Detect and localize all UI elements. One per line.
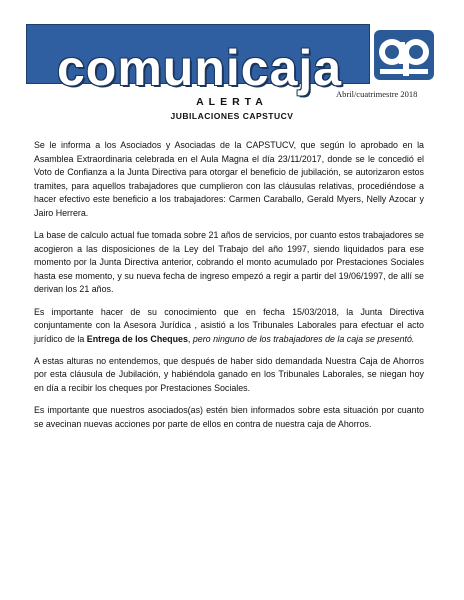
paragraph-4: A estas alturas no entendemos, que después de haber sido demandada Nuestra Caja de Ahorros por esta cláusula de Jubilación, y habiéndola ganado en los Tribunales Laborales, se niegan hoy en día a recibir los cheques por Prestaciones Sociales. bbox=[34, 355, 424, 393]
paragraph-3-text: Es importante hacer de su conocimiento que en fecha 15/03/2018, la Junta Directiva conjuntamente con la Asesora Jurídica , asistió a los Tribunales Laborales para efectuar el acto jurídico de la bbox=[34, 306, 424, 344]
document-date: Abril/cuatrimestre 2018 bbox=[336, 89, 418, 99]
header-banner bbox=[26, 24, 370, 96]
paragraph-3-separator: , bbox=[187, 333, 193, 344]
no-show-note: pero ninguno de los trabajadores de la caja se presentó. bbox=[192, 333, 415, 344]
paragraph-2: La base de calculo actual fue tomada sobre 21 años de servicios, por cuanto estos trabajadores se acogieron a las disposiciones de la Ley del Trabajo del año 1997, siendo liquidados para ese momento por la Junta Directiva anterior, cobrando el monto acumulado por Prestaciones Sociales hasta ese momento, y su nueva fecha de ingreso empezó a regir a partir del 19/06/1997, de allí se derivan los 21 años. bbox=[34, 230, 424, 295]
alert-subtitle: JUBILACIONES CAPSTUCV bbox=[170, 111, 294, 121]
cheque-delivery-highlight: Entrega de los Cheques bbox=[86, 333, 188, 344]
document-body bbox=[34, 139, 424, 440]
paragraph-5: Es importante que nuestros asociados(as) estén bien informados sobre esta situación por cuanto se avecinan nuevas acciones por parte de ellos en contra de nuestra caja de Ahorros. bbox=[34, 405, 424, 429]
paragraph-1: Se le informa a los Asociados y Asociadas de la CAPSTUCV, que según lo aprobado en la Asamblea Extraordinaria celebrada en el Aula Magna el día 23/11/2017, donde se le concedió el Voto de Confianza a la Junta Directiva para otorgar el beneficio de jubilación, se autorizaron estos tramites, para aquellos trabajadores que cumplieron con las cláusulas relativas, procediéndose a hacer efectivo este beneficio a los trabajadores: Carmen Caraballo, Gerald Myers, Nelly Azocar y Jairo Herrera. bbox=[34, 140, 424, 218]
paragraph-3 bbox=[34, 306, 424, 347]
alert-title: ALERTA bbox=[196, 96, 268, 108]
cap-logo-icon bbox=[372, 28, 436, 82]
brand-name: comunicaja bbox=[57, 40, 343, 96]
